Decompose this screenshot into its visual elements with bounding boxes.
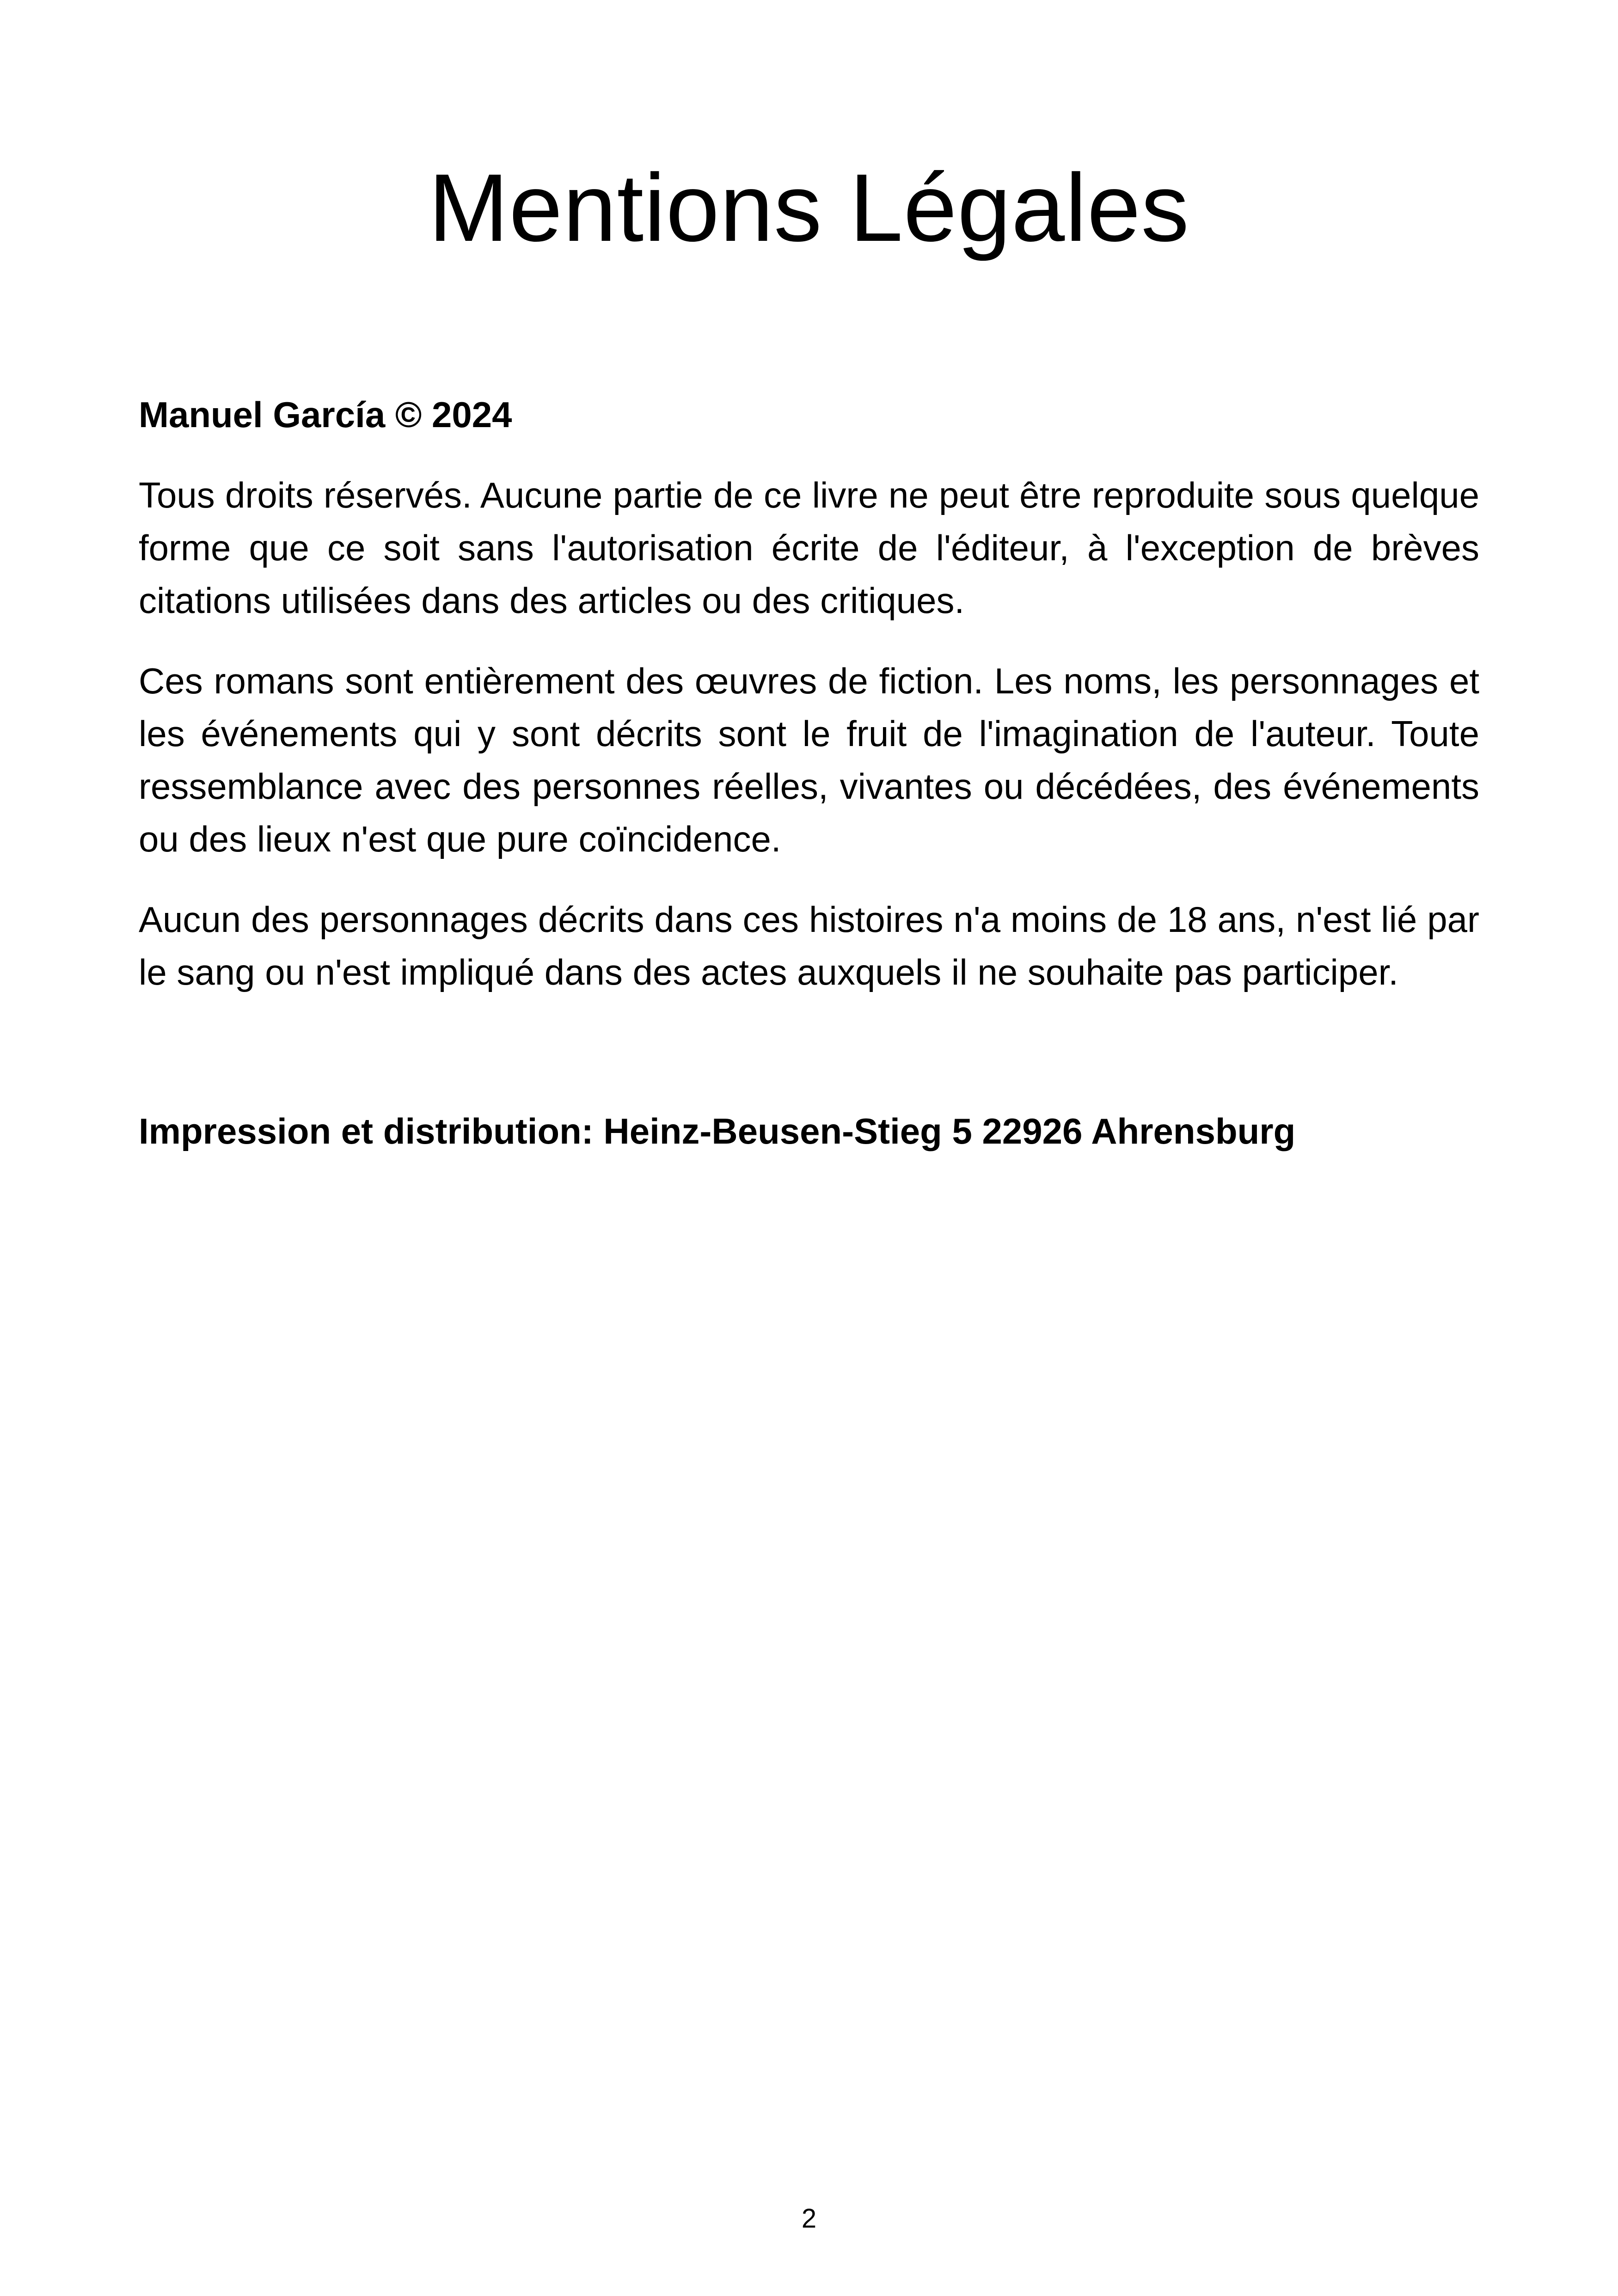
rights-paragraph: Tous droits réservés. Aucune partie de ce livre ne peut être reproduite sous quelque forme que ce soit sans l'autorisation écrite de l'éditeur, à l'exception de brèves citations utilisées dans des articles ou des critiques.	[139, 475, 1479, 621]
page-title: Mentions Légales	[428, 154, 1190, 262]
page-number: 2	[801, 2204, 817, 2234]
fiction-disclaimer-paragraph: Ces romans sont entièrement des œuvres de fiction. Les noms, les personnages et les événements qui y sont décrits sont le fruit de l'imagination de l'auteur. Toute ressemblance avec des personnes réelles, vivantes ou décédées, des événements ou des lieux n'est que pure coïncidence.	[139, 661, 1479, 859]
age-disclaimer-paragraph: Aucun des personnages décrits dans ces histoires n'a moins de 18 ans, n'est lié par le sang ou n'est impliqué dans des actes auxquels il ne souhaite pas participer.	[139, 899, 1479, 992]
imprint-address: Impression et distribution: Heinz-Beusen-Stieg 5 22926 Ahrensburg	[139, 1111, 1296, 1151]
copyright-notice: Manuel García © 2024	[139, 394, 512, 435]
legal-notice-content	[139, 388, 1479, 1157]
